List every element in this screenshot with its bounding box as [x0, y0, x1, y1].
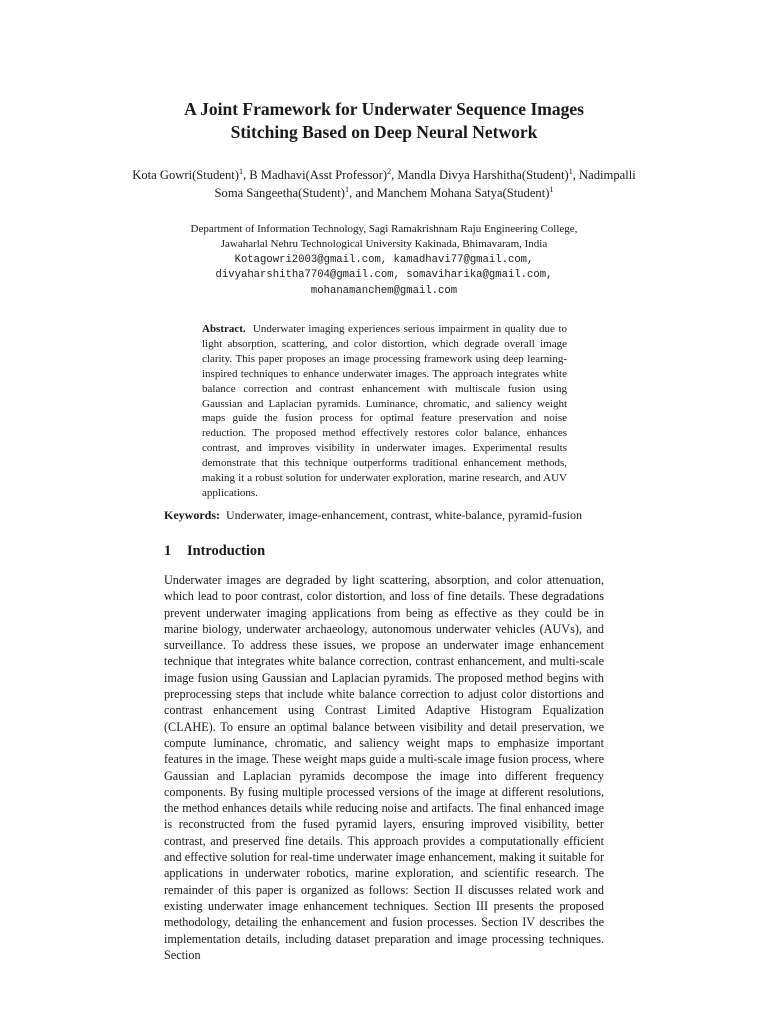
keywords: [164, 507, 614, 523]
author-separator: ,: [391, 168, 398, 182]
section-body-paragraph: Underwater images are degraded by light scattering, absorption, and color attenuation, which lead to poor contrast, color distortion, and loss of fine details. These degradations prevent underwater imaging applications from being as effective as they could be in marine biology, underwater archaeology, autonomous underwater vehicles (AUVs), and surveillance. To address these issues, we propose an underwater image enhancement technique that integrates white balance correction, contrast enhancement, and multi-scale image fusion using Gaussian and Laplacian pyramids. The proposed method begins with preprocessing steps that include white balance correction to adjust color distortions and contrast enhancement using Contrast Limited Adaptive Histogram Equalization (CLAHE). To ensure an optimal balance between visibility and detail preservation, we compute luminance, chromatic, and saliency weight maps to emphasize important features in the image. These weight maps guide a multi-scale image fusion process, where Gaussian and Laplacian pyramids decompose the image into different frequency components. By fusing multiple processed versions of the image at different resolutions, the method enhances details while reducing noise and artifacts. The final enhanced image is reconstructed from the fused pyramid layers, ensuring improved visibility, better contrast, and preserved fine details. This approach provides a computationally efficient and effective solution for real-time underwater image enhancement, making it suitable for applications in underwater robotics, marine exploration, and scientific research. The remainder of this paper is organized as follows: Section II discusses related work and existing underwater image enhancement techniques. Section III presents the proposed methodology, detailing the enhancement and fusion processes. Section IV describes the implementation details, including dataset preparation and image processing techniques. Section: [164, 573, 604, 962]
title-line-1: A Joint Framework for Underwater Sequence Images: [184, 99, 584, 119]
author-affiliation-mark: 1: [345, 184, 350, 194]
author-list: [120, 167, 648, 202]
affiliation-line-1: Department of Information Technology, Sagi Ramakrishnam Raju Engineering College,: [190, 223, 578, 235]
author-name: Kota Gowri(Student): [132, 168, 239, 182]
author-affiliation-mark: 1: [568, 167, 573, 176]
author-affiliation-mark: 1: [238, 167, 243, 176]
title-line-2: Stitching Based on Deep Neural Network: [230, 122, 538, 142]
section-heading: [164, 542, 604, 560]
paper-title: [100, 98, 668, 144]
section-title: Introduction: [187, 543, 266, 559]
author-name: Mandla Divya Harshitha(Student): [397, 168, 569, 182]
affiliation-block: [110, 222, 658, 299]
abstract-text: Underwater imaging experiences serious impairment in quality due to light absorption, scattering, and color distortion, which degrade overall image clarity. This paper proposes an image processing framework using deep learning-inspired techniques to enhance underwater images. The approach integrates white balance correction and contrast enhancement with multiscale fusion using Gaussian and Laplacian pyramids. Luminance, chromatic, and saliency weight maps guide the fusion process for optimal feature preservation and noise reduction. The proposed method effectively restores color balance, enhances contrast, and improves visibility in underwater images. Experimental results demonstrate that this technique outperforms traditional enhancement methods, making it a robust solution for underwater exploration, marine research, and AUV applications.: [202, 323, 567, 499]
email-line-2: divyaharshitha7704@gmail.com, somaviharika@gmail.com,: [215, 269, 553, 282]
author-name: Manchem Mohana Satya(Student): [376, 185, 550, 200]
section-number: 1: [164, 543, 172, 559]
email-line-1: Kotagowri2003@gmail.com, kamadhavi77@gmail.com,: [234, 253, 534, 266]
abstract: [202, 322, 567, 501]
affiliation-line-2: Jawaharlal Nehru Technological University Kakinada, Bhimavaram, India: [220, 238, 548, 251]
email-line-3: mohanamanchem@gmail.com: [310, 284, 458, 297]
author-affiliation-mark: 1: [549, 184, 554, 194]
author-name: Nadimpalli Soma Sangeetha(Student): [214, 168, 636, 200]
author-separator: ,: [572, 168, 580, 182]
author-separator: ,: [242, 168, 250, 182]
author-affiliation-mark: 2: [387, 167, 392, 176]
keywords-label: Keywords:: [164, 508, 220, 522]
author-separator: , and: [349, 185, 377, 200]
author-name: B Madhavi(Asst Professor): [249, 168, 388, 182]
abstract-label: Abstract.: [202, 323, 246, 335]
keywords-text: Underwater, image-enhancement, contrast, white-balance, pyramid-fusion: [226, 508, 583, 522]
